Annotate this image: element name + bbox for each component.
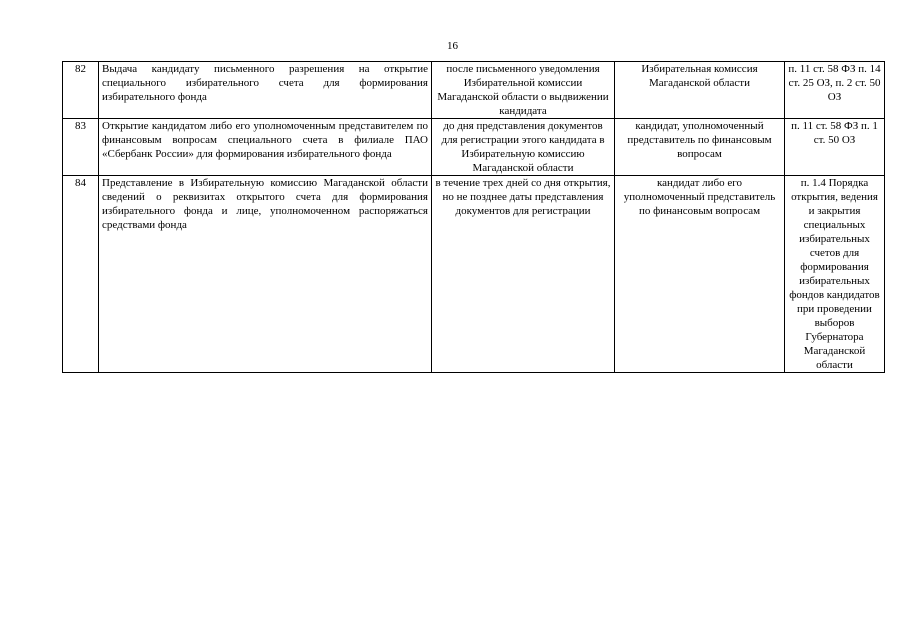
page-number: 16 <box>447 40 458 52</box>
row-number: 82 <box>63 62 99 119</box>
action-cell: Открытие кандидатом либо его уполномоченным представителем по финансовым вопросам специального счета в филиале ПАО «Сбербанк России» для формирования избирательного фонда <box>99 119 432 176</box>
row-number: 83 <box>63 119 99 176</box>
action-cell: Представление в Избирательную комиссию Магаданской области сведений о реквизитах открытого счета для формирования избирательного фонда и лице, уполномоченном распоряжаться средствами фонда <box>99 176 432 373</box>
responsible-cell: кандидат, уполномоченный представитель по финансовым вопросам <box>615 119 785 176</box>
legal-basis-cell: п. 11 ст. 58 ФЗ п. 14 ст. 25 ОЗ, п. 2 ст. 50 ОЗ <box>785 62 885 119</box>
deadline-cell: после письменного уведомления Избирательной комиссии Магаданской области о выдвижении кандидата <box>432 62 615 119</box>
table-row <box>63 62 885 119</box>
deadline-cell: в течение трех дней со дня открытия, но не позднее даты представления документов для регистрации <box>432 176 615 373</box>
action-cell: Выдача кандидату письменного разрешения на открытие специального избирательного счета для формирования избирательного фонда <box>99 62 432 119</box>
election-schedule-table <box>62 61 885 373</box>
table-row <box>63 119 885 176</box>
responsible-cell: кандидат либо его уполномоченный представитель по финансовым вопросам <box>615 176 785 373</box>
table-row <box>63 176 885 373</box>
deadline-cell: до дня представления документов для регистрации этого кандидата в Избирательную комиссию Магаданской области <box>432 119 615 176</box>
row-number: 84 <box>63 176 99 373</box>
responsible-cell: Избирательная комиссия Магаданской области <box>615 62 785 119</box>
legal-basis-cell: п. 1.4 Порядка открытия, ведения и закрытия специальных избирательных счетов для формирования избирательных фондов кандидатов при проведении выборов Губернатора Магаданской области <box>785 176 885 373</box>
legal-basis-cell: п. 11 ст. 58 ФЗ п. 1 ст. 50 ОЗ <box>785 119 885 176</box>
